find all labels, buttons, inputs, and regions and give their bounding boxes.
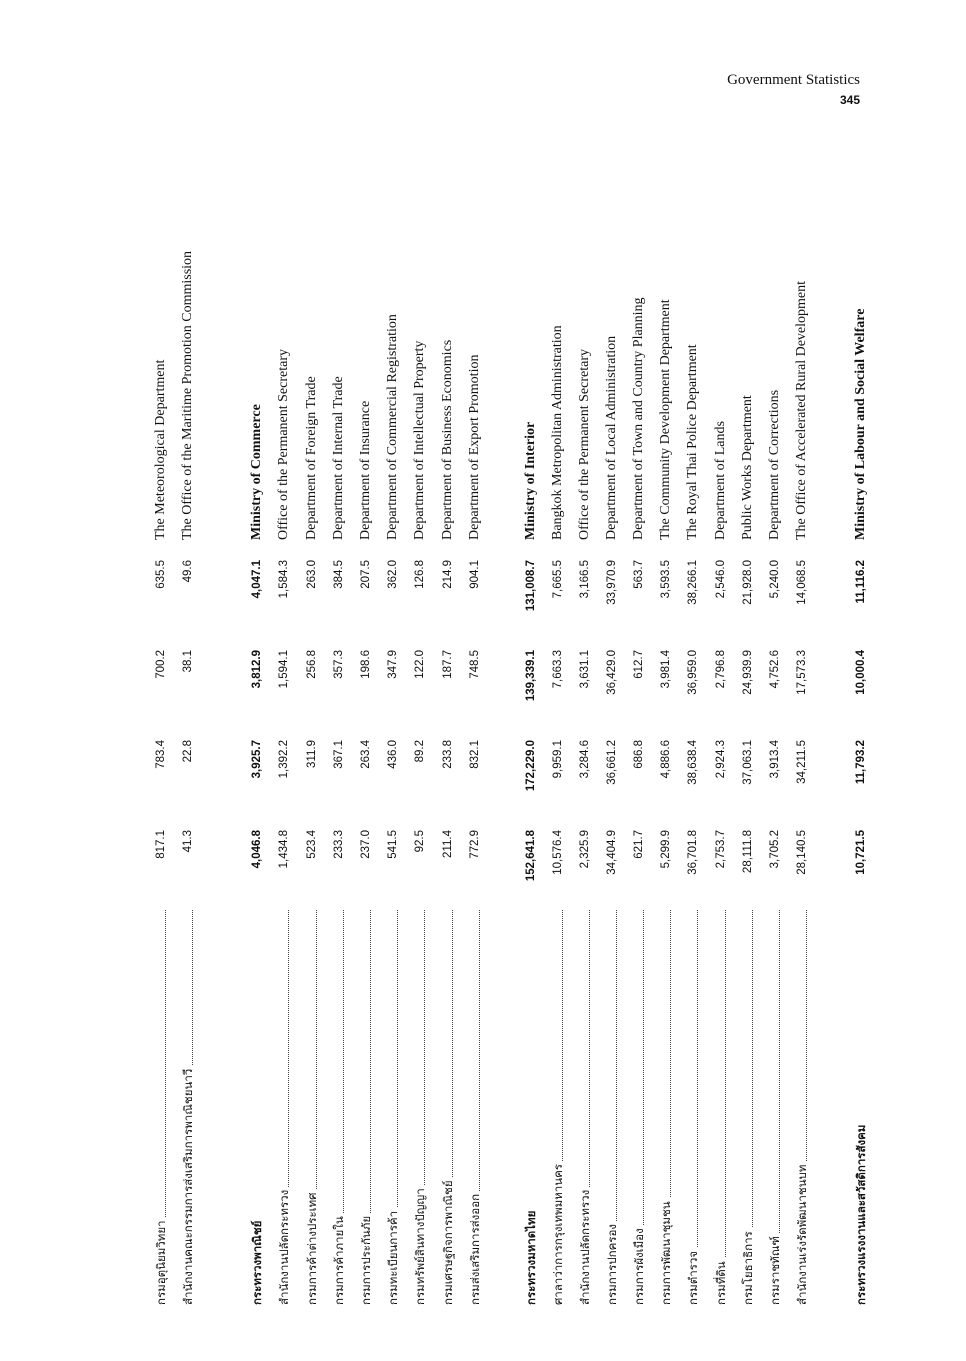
value-col-1: 10,576.4 <box>552 830 564 875</box>
value-col-2: 89.2 <box>414 740 426 763</box>
english-label: Department of Commercial Registration <box>385 314 400 540</box>
value-col-3: 17,573.3 <box>796 650 808 695</box>
table-row <box>764 170 786 1320</box>
thai-label: สำนักงานปลัดกระทรวง <box>273 910 295 1305</box>
value-col-2: 3,284.6 <box>579 740 591 779</box>
english-label: Ministry of Commerce <box>249 404 264 540</box>
value-col-3: 612.7 <box>633 650 645 679</box>
value-col-3: 139,339.1 <box>525 650 537 702</box>
value-col-3: 3,631.1 <box>579 650 591 689</box>
value-col-2: 367.1 <box>333 740 345 769</box>
value-col-4: 4,047.1 <box>251 560 263 599</box>
value-col-3: 347.9 <box>387 650 399 679</box>
value-col-1: 817.1 <box>155 830 167 859</box>
table-row <box>355 170 377 1320</box>
table-row <box>150 170 172 1320</box>
thai-label: ศาลาว่าการกรุงเทพมหานคร <box>547 910 569 1305</box>
table-row <box>655 170 677 1320</box>
thai-label: กรมเศรษฐกิจการพาณิชย์ <box>437 910 459 1305</box>
value-col-3: 187.7 <box>442 650 454 679</box>
page-header <box>727 70 860 108</box>
value-col-4: 33,970.9 <box>606 560 618 605</box>
value-col-1: 34,404.9 <box>606 830 618 875</box>
english-label: Department of Corrections <box>767 389 782 540</box>
ministry-row <box>850 170 872 1320</box>
thai-label: กรมส่งเสริมการส่งออก <box>464 910 486 1305</box>
running-title: Government Statistics <box>727 72 860 88</box>
thai-label: สำนักงานเร่งรัดพัฒนาชนบท <box>791 910 813 1305</box>
value-col-2: 686.8 <box>633 740 645 769</box>
thai-label: กรมที่ดิน <box>710 910 732 1305</box>
value-col-2: 34,211.5 <box>796 740 808 784</box>
value-col-2: 1,392.2 <box>278 740 290 779</box>
value-col-1: 621.7 <box>633 830 645 859</box>
table-row <box>177 170 199 1320</box>
value-col-3: 3,812.9 <box>251 650 263 689</box>
table-row <box>547 170 569 1320</box>
table-row <box>574 170 596 1320</box>
table-row <box>628 170 650 1320</box>
value-col-2: 311.9 <box>306 740 318 768</box>
value-col-1: 10,721.5 <box>855 830 867 875</box>
value-col-4: 131,008.7 <box>525 560 537 612</box>
english-label: Department of Business Economics <box>440 339 455 540</box>
thai-label: สำนักงานคณะกรรมการส่งเสริมการพาณิชยนาวี <box>177 910 199 1305</box>
value-col-3: 4,752.6 <box>769 650 781 689</box>
value-col-3: 10,000.4 <box>855 650 867 695</box>
thai-label: กรมราชทัณฑ์ <box>764 910 786 1305</box>
table-row <box>301 170 323 1320</box>
value-col-2: 263.4 <box>360 740 372 769</box>
value-col-1: 211.4 <box>442 830 454 858</box>
english-label: The Meteorological Department <box>153 359 168 540</box>
table-row <box>382 170 404 1320</box>
value-col-1: 233.3 <box>333 830 345 859</box>
ministry-row <box>520 170 542 1320</box>
thai-label: กรมอุตุนิยมวิทยา <box>150 910 172 1305</box>
dot-leader <box>697 910 698 1305</box>
value-col-2: 832.1 <box>469 740 481 769</box>
value-col-1: 2,753.7 <box>715 830 727 869</box>
thai-label: กรมตำรวจ <box>682 910 704 1305</box>
rotated-statistics-table <box>80 170 868 1320</box>
value-col-4: 207.5 <box>360 560 372 589</box>
value-col-2: 3,913.4 <box>769 740 781 779</box>
value-col-3: 357.3 <box>333 650 345 679</box>
english-label: Office of the Permanent Secretary <box>577 349 592 540</box>
value-col-3: 7,663.3 <box>552 650 564 689</box>
value-col-4: 904.1 <box>469 560 481 589</box>
english-label: The Office of the Maritime Promotion Commission <box>180 250 195 540</box>
english-label: Department of Insurance <box>358 400 373 540</box>
thai-label: กระทรวงพาณิชย์ <box>246 910 268 1305</box>
value-col-3: 36,429.0 <box>606 650 618 695</box>
value-col-4: 5,240.0 <box>769 560 781 599</box>
english-label: Department of Foreign Trade <box>304 376 319 540</box>
table-row <box>437 170 459 1320</box>
value-col-4: 563.7 <box>633 560 645 589</box>
value-col-4: 126.8 <box>414 560 426 589</box>
thai-label: กรมการผังเมือง <box>628 910 650 1305</box>
thai-label: กรมทะเบียนการค้า <box>382 910 404 1305</box>
value-col-2: 783.4 <box>155 740 167 769</box>
page-number: 345 <box>839 93 860 107</box>
value-col-2: 172,229.0 <box>525 740 537 792</box>
value-col-4: 384.5 <box>333 560 345 589</box>
english-label: Department of Lands <box>713 421 728 540</box>
table-row <box>791 170 813 1320</box>
thai-label: สำนักงานปลัดกระทรวง <box>574 910 596 1305</box>
value-col-3: 748.5 <box>469 650 481 679</box>
english-label: The Office of Accelerated Rural Development <box>794 280 809 540</box>
value-col-4: 21,928.0 <box>742 560 754 605</box>
value-col-2: 436.0 <box>387 740 399 769</box>
value-col-1: 1,434.8 <box>278 830 290 869</box>
english-label: Ministry of Labour and Social Welfare <box>853 308 868 540</box>
value-col-1: 92.5 <box>414 830 426 853</box>
value-col-1: 28,140.5 <box>796 830 808 875</box>
table-row <box>682 170 704 1320</box>
value-col-1: 3,705.2 <box>769 830 781 869</box>
thai-label: กรมการปกครอง <box>601 910 623 1305</box>
value-col-4: 1,584.3 <box>278 560 290 599</box>
thai-label: กรมทรัพย์สินทางปัญญา <box>409 910 431 1305</box>
value-col-1: 4,046.8 <box>251 830 263 869</box>
value-col-4: 263.0 <box>306 560 318 589</box>
value-col-3: 122.0 <box>414 650 426 679</box>
ministry-row <box>246 170 268 1320</box>
value-col-3: 36,959.0 <box>687 650 699 695</box>
table-row <box>737 170 759 1320</box>
value-col-1: 36,701.8 <box>687 830 699 875</box>
english-label: The Community Development Department <box>658 299 673 540</box>
english-label: Office of the Permanent Secretary <box>276 349 291 540</box>
value-col-4: 11,116.2 <box>855 560 867 604</box>
thai-label: กรมโยธาธิการ <box>737 910 759 1305</box>
value-col-3: 198.6 <box>360 650 372 679</box>
value-col-3: 2,796.8 <box>715 650 727 689</box>
value-col-4: 3,593.5 <box>660 560 672 599</box>
thai-label: กรมการประกันภัย <box>355 910 377 1305</box>
value-col-2: 11,793.2 <box>855 740 867 785</box>
value-col-2: 36,661.2 <box>606 740 618 785</box>
value-col-3: 24,939.9 <box>742 650 754 695</box>
value-col-4: 7,665.5 <box>552 560 564 599</box>
value-col-4: 2,546.0 <box>715 560 727 599</box>
english-label: Department of Local Administration <box>604 335 619 540</box>
value-col-4: 3,166.5 <box>579 560 591 599</box>
table-row <box>710 170 732 1320</box>
thai-label: กระทรวงมหาดไทย <box>520 910 542 1305</box>
value-col-3: 38.1 <box>182 650 194 673</box>
value-col-1: 41.3 <box>182 830 194 853</box>
value-col-3: 700.2 <box>155 650 167 679</box>
value-col-2: 9,959.1 <box>552 740 564 779</box>
english-label: Department of Intellectual Property <box>412 340 427 540</box>
english-label: Department of Town and Country Planning <box>631 297 646 540</box>
value-col-1: 523.4 <box>306 830 318 859</box>
value-col-1: 152,641.8 <box>525 830 537 882</box>
value-col-3: 256.8 <box>306 650 318 679</box>
value-col-4: 362.0 <box>387 560 399 589</box>
english-label: Ministry of Interior <box>523 421 538 540</box>
english-label: Department of Internal Trade <box>331 376 346 540</box>
value-col-3: 1,594.1 <box>278 650 290 689</box>
value-col-1: 237.0 <box>360 830 372 859</box>
value-col-1: 2,325.9 <box>579 830 591 869</box>
value-col-2: 38,638.4 <box>687 740 699 785</box>
table-row <box>464 170 486 1320</box>
table-row <box>273 170 295 1320</box>
value-col-2: 22.8 <box>182 740 194 763</box>
value-col-2: 233.8 <box>442 740 454 769</box>
value-col-1: 5,299.9 <box>660 830 672 869</box>
table-row <box>409 170 431 1320</box>
value-col-4: 49.6 <box>182 560 194 583</box>
value-col-1: 772.9 <box>469 830 481 859</box>
value-col-2: 37,063.1 <box>742 740 754 785</box>
thai-label: กรมการพัฒนาชุมชน <box>655 910 677 1305</box>
value-col-4: 635.5 <box>155 560 167 589</box>
value-col-4: 38,266.1 <box>687 560 699 605</box>
value-col-1: 541.5 <box>387 830 399 859</box>
value-col-4: 14,068.5 <box>796 560 808 605</box>
value-col-2: 3,925.7 <box>251 740 263 779</box>
value-col-4: 214.9 <box>442 560 454 589</box>
value-col-2: 2,924.3 <box>715 740 727 779</box>
table-row <box>328 170 350 1320</box>
english-label: Public Works Department <box>740 395 755 540</box>
english-label: The Royal Thai Police Department <box>685 344 700 540</box>
dot-leader <box>725 910 726 1305</box>
english-label: Bangkok Metropolitan Administration <box>550 325 565 540</box>
value-col-1: 28,111.8 <box>742 830 754 874</box>
value-col-3: 3,981.4 <box>660 650 672 689</box>
thai-label: กระทรวงแรงงานและสวัสดิการสังคม <box>850 910 872 1305</box>
thai-label: กรมการค้าภายใน <box>328 910 350 1305</box>
table-row <box>601 170 623 1320</box>
thai-label: กรมการค้าต่างประเทศ <box>301 910 323 1305</box>
value-col-2: 4,886.6 <box>660 740 672 779</box>
english-label: Department of Export Promotion <box>467 354 482 540</box>
